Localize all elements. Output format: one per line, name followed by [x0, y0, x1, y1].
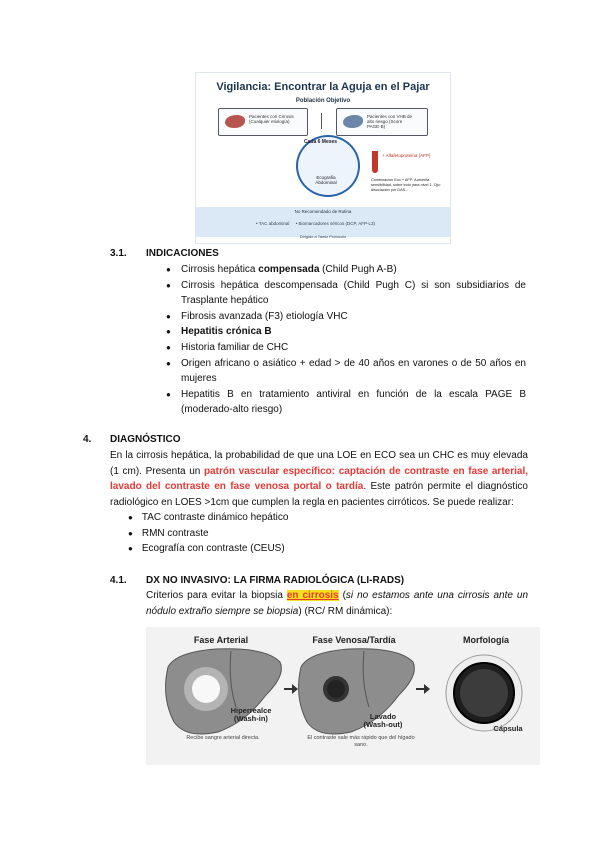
figure-cap1: Hiperrealce (Wash-in)	[230, 706, 272, 723]
indication-item	[166, 278, 526, 309]
section-41-heading: DX NO INVASIVO: LA FIRMA RADIOLÓGICA (LI-RADS)	[146, 575, 405, 586]
lirads-paragraph: Criterios para evitar la biopsia en cirrosis (si no estamos ante una cirrosis ante un nódulo extraño siempre se biopsia) (RC/ RM dinámica):	[146, 590, 529, 617]
surveillance-infographic	[195, 72, 451, 244]
indication-item	[166, 340, 526, 356]
figure-cap3: Cápsula	[493, 724, 523, 733]
virus-icon	[343, 115, 363, 128]
divider	[321, 113, 322, 129]
bullet-icon: ●	[166, 265, 171, 274]
indication-bold: Hepatitis crónica B	[181, 326, 272, 338]
lirads-text-start: Criterios para evitar la biopsia	[146, 590, 287, 601]
band-item-biomarkers: • Biomarcadores séricos (DCP, AFP-L3)	[295, 221, 375, 226]
indication-item	[166, 309, 526, 325]
indication-item	[166, 262, 526, 278]
indication-text	[181, 278, 526, 309]
indication-pre: Cirrosis hepática	[181, 264, 259, 275]
bullet-icon: ●	[166, 311, 171, 321]
afp-label: + Alfafetoproteína (AFP)	[382, 153, 431, 158]
indication-text	[181, 309, 526, 325]
indication-text	[181, 262, 526, 278]
arrow-icon	[292, 684, 298, 694]
indication-text	[181, 340, 526, 356]
indication-text	[181, 324, 526, 340]
bullet-icon: ●	[166, 389, 171, 399]
population-label: Población Objetivo	[295, 98, 351, 104]
diagnosis-red-text: patrón vascular específico: captación de contraste en fase arterial, lavado del contraste en fase venosa portal o tardía	[110, 465, 529, 493]
indication-text	[181, 387, 526, 418]
bullet-icon: ●	[128, 528, 133, 538]
indication-item	[166, 324, 526, 340]
indication-pre: Historia familiar de CHC	[181, 342, 289, 353]
diagnosis-text-1: En la cirrosis hepática, la probabilidad de que una LOE en ECO sea un CHC es muy elevada (1 cm). Presenta un	[110, 450, 528, 477]
patient-box-vhb	[336, 108, 428, 136]
diagnosis-method-text: Ecografía con contraste (CEUS)	[141, 543, 285, 555]
cycle-label: Cada 6 Meses	[304, 139, 338, 145]
bullet-icon: ●	[166, 280, 171, 290]
infographic-title: Vigilancia: Encontrar la Aguja en el Pajar	[216, 81, 430, 93]
bullet-icon: ●	[128, 513, 133, 522]
indication-pre: Cirrosis hepática descompensada (Child Pugh C) si son subsidiarios de Trasplante hepático	[181, 279, 526, 307]
liver-icon	[225, 115, 245, 128]
section-41-number: 4.1.	[110, 575, 127, 586]
indication-post: (Child Pugh A-B)	[319, 264, 397, 275]
band-item-tac: • TAC abdominal	[256, 221, 290, 226]
lirads-text-end: (RC/ RM dinámica):	[301, 605, 393, 617]
lirads-figure	[146, 627, 540, 765]
indication-item	[166, 356, 526, 387]
diagnosis-method-item	[128, 526, 209, 542]
band-foot: Dirigido a Tamiz Protocolo	[299, 234, 347, 239]
diagnosis-text-2: . Este patrón permite el diagnóstico radiológico en LOES >1cm que cumplen la regla en pacientes cirróticos. Se puede realizar:	[110, 481, 528, 508]
section-31-number: 3.1.	[110, 248, 127, 259]
figure-cap2: Lavado (Wash-out)	[363, 712, 403, 729]
diagnosis-method-text: RMN contraste	[141, 527, 209, 539]
band-title: No Recomendado de Rutina	[294, 209, 352, 214]
figure-note1: Recibe sangre arterial directa.	[186, 735, 260, 741]
indication-text	[181, 356, 526, 387]
patient-right-text: Pacientes con VHB de alto riesgo (Score PAGE-B)	[367, 114, 413, 129]
indication-pre: Origen africano o asiático + edad > de 40 años en varones o de 50 años en mujeres	[181, 357, 526, 385]
eco-label: Ecografía Abdominal	[315, 175, 337, 185]
bullet-icon: ●	[166, 343, 171, 352]
lirads-highlight: en cirrosis	[286, 590, 339, 601]
patient-left-text: Pacientes con Cirrosis (Cualquier etiología)	[249, 114, 294, 124]
diagnosis-method-text: TAC contraste dinámico hepático	[141, 512, 289, 523]
bullet-icon: ●	[166, 327, 171, 337]
section-4-number: 4.	[83, 434, 92, 445]
lirads-italic: si no estamos ante una cirrosis ante un nódulo extraño siempre se biopsia	[146, 590, 529, 617]
indication-pre: Hepatitis B en tratamiento antiviral en función de la escala PAGE B (moderado-alto riesgo)	[181, 388, 526, 416]
indication-item	[166, 387, 526, 418]
section-31-heading: INDICACIONES	[146, 248, 219, 259]
band-items	[256, 221, 375, 226]
figure-h3: Morfología	[463, 635, 509, 645]
blood-tube-icon	[372, 151, 378, 173]
section-4-heading: DIAGNÓSTICO	[110, 434, 181, 445]
arrow-icon-2	[424, 684, 430, 694]
figure-h2: Fase Venosa/Tardía	[312, 635, 396, 645]
bullet-icon: ●	[128, 544, 133, 554]
bullet-icon: ●	[166, 358, 171, 368]
indication-bold: compensada	[258, 264, 320, 275]
diagnosis-method-item	[128, 541, 285, 557]
diagnosis-method-item	[128, 510, 288, 526]
patient-box-cirrhosis	[218, 108, 308, 136]
figure-note2: El contraste sale más rápido que del hígado sano.	[307, 735, 415, 748]
combo-note: Combinación Eco + AFP: Aumenta sensibilidad, sobre todo para nivel 1. Ojo: disociación por DAS...	[371, 178, 441, 192]
diagnosis-paragraph	[110, 448, 528, 510]
figure-h1: Fase Arterial	[193, 635, 249, 645]
indication-pre: Fibrosis avanzada (F3) etiología VHC	[181, 310, 348, 322]
